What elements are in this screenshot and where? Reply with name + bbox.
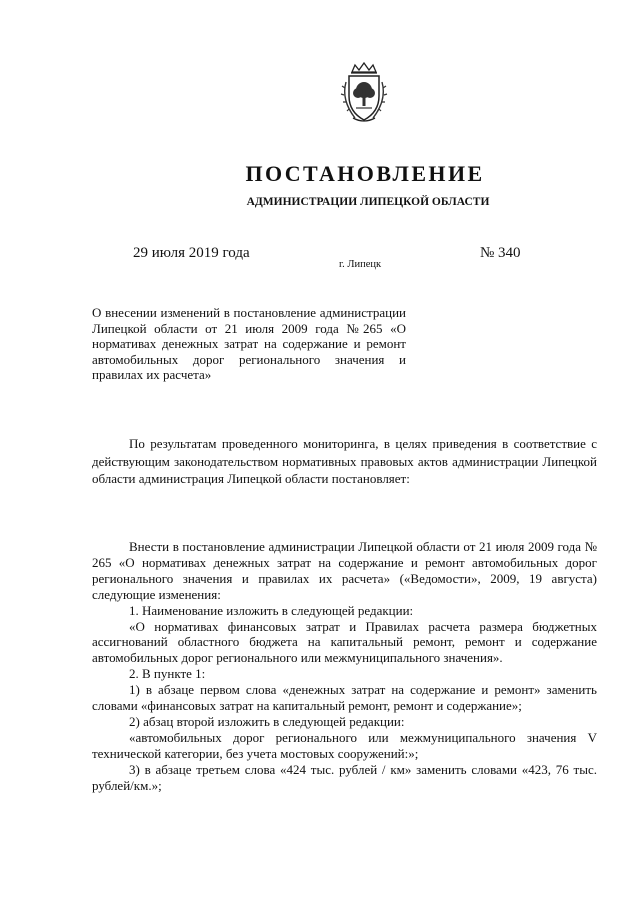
body-paragraph: 3) в абзаце третьем слова «424 тыс. рублей / км» заменить словами «423, 76 тыс. рублей/км.»;: [92, 761, 597, 793]
document-city: г. Липецк: [339, 259, 382, 270]
document-title: ПОСТАНОВЛЕНИЕ: [245, 161, 485, 186]
body-paragraph: Внести в постановление администрации Липецкой области от 21 июля 2009 года № 265 «О нормативах денежных затрат на содержание и ремонт автомобильных дорог регионального значения и правилах их расчета» («Ведомости», 2009, 19 августа) следующие изменения:: [92, 539, 597, 602]
body-paragraph: «О нормативах финансовых затрат и Правилах расчета размера бюджетных ассигнований областного бюджета на капитальный ремонт, ремонт и содержание автомобильных дорог регионального или межмуниципального значения».: [92, 618, 597, 666]
body-paragraph: 1. Наименование изложить в следующей редакции:: [129, 602, 414, 618]
preamble-paragraph: По результатам проведенного мониторинга, в целях приведения в соответствие с действующим законодательством нормативных правовых актов администрации Липецкой области администрация Липецкой области постановляет:: [92, 436, 597, 487]
document-subject: О внесении изменений в постановление администрации Липецкой области от 21 июля 2009 года №265 «О нормативах денежных затрат на содержание и ремонт автомобильных дорог регионального значения и правилах их расчета»: [92, 305, 406, 383]
coat-of-arms-icon: [339, 62, 389, 124]
issuing-authority: АДМИНИСТРАЦИИ ЛИПЕЦКОЙ ОБЛАСТИ: [246, 196, 490, 208]
document-number: № 340: [480, 245, 521, 261]
document-date: 29 июля 2019 года: [133, 245, 250, 261]
body-paragraph: 2. В пункте 1:: [129, 666, 206, 682]
body-paragraph: 1) в абзаце первом слова «денежных затрат на содержание и ремонт» заменить словами «финансовых затрат на капитальный ремонт, ремонт и содержание»;: [92, 682, 597, 714]
body-paragraph: 2) абзац второй изложить в следующей редакции:: [129, 713, 405, 729]
body-paragraph: «автомобильных дорог регионального или межмуниципального значения V технической категории, без учета мостовых сооружений:»;: [92, 729, 597, 761]
document-body: [92, 539, 597, 794]
